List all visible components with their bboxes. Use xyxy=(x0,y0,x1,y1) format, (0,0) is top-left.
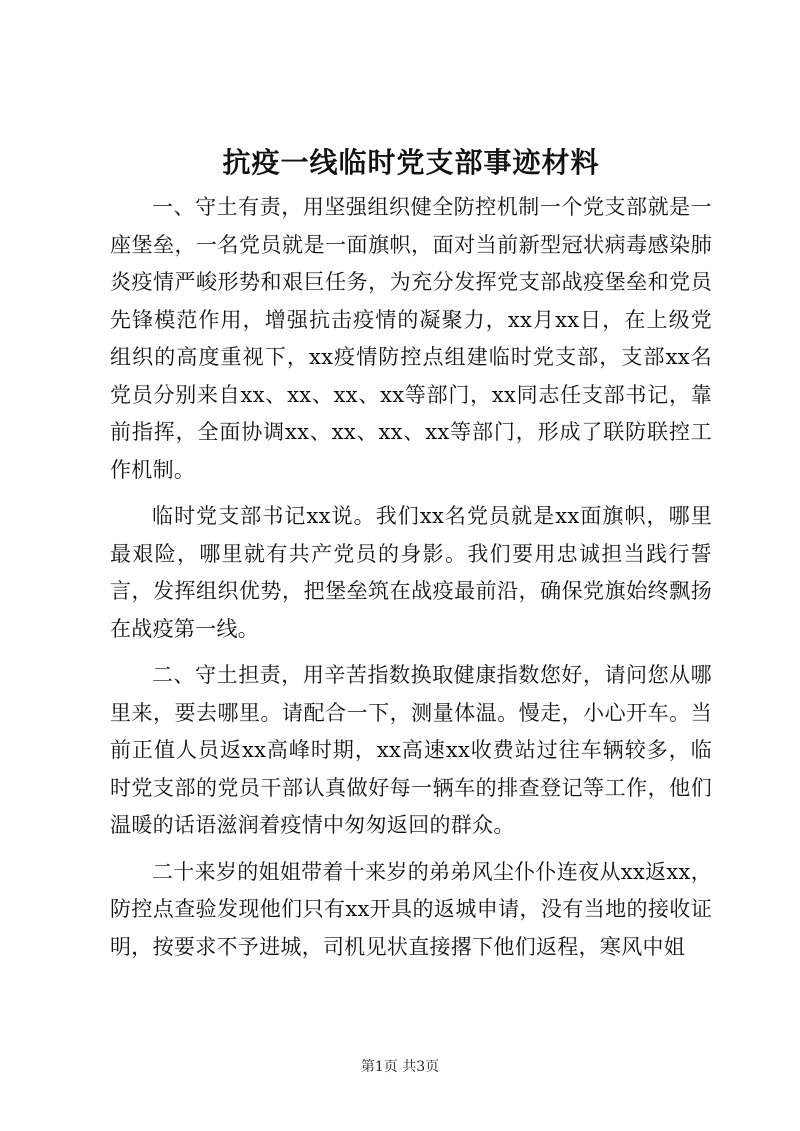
paragraph-1: 一、守土有责，用坚强组织健全防控机制一个党支部就是一座堡垒，一名党员就是一面旗帜，面对当前新型冠状病毒感染肺炎疫情严峻形势和艰巨任务，为充分发挥党支部战疫堡垒和党员先锋模范作用，增强抗击疫情的凝聚力，xx月xx日，在上级党组织的高度重视下，xx疫情防控点组建临时党支部，支部xx名党员分别来自xx、xx、xx、xx等部门，xx同志任支部书记，靠前指挥，全面协调xx、xx、xx、xx等部门，形成了联防联控工作机制。 xyxy=(110,195,712,482)
paragraph-3: 二、守土担责，用辛苦指数换取健康指数您好，请问您从哪里来，要去哪里。请配合一下，测量体温。慢走，小心开车。当前正值人员返xx高峰时期，xx高速xx收费站过往车辆较多，临时党支部的党员干部认真做好每一辆车的排查登记等工作，他们温暖的话语滋润着疫情中匆匆返回的群众。 xyxy=(110,663,712,837)
document-title: 抗疫一线临时党支部事迹材料 xyxy=(222,146,600,179)
paragraph-2: 临时党支部书记xx说。我们xx名党员就是xx面旗帜，哪里最艰险，哪里就有共产党员的身影。我们要用忠诚担当践行誓言，发挥组织优势，把堡垒筑在战疫最前沿，确保党旗始终飘扬在战疫第一线。 xyxy=(110,504,712,641)
paragraph-4: 二十来岁的姐姐带着十来岁的弟弟风尘仆仆连夜从xx返xx，防控点查验发现他们只有xx开具的返城申请，没有当地的接收证明，按要求不予进城，司机见状直接撂下他们返程，寒风中姐 xyxy=(110,859,712,959)
page-footer: 第1页 共3页 xyxy=(360,1059,440,1075)
document-body xyxy=(110,189,712,966)
